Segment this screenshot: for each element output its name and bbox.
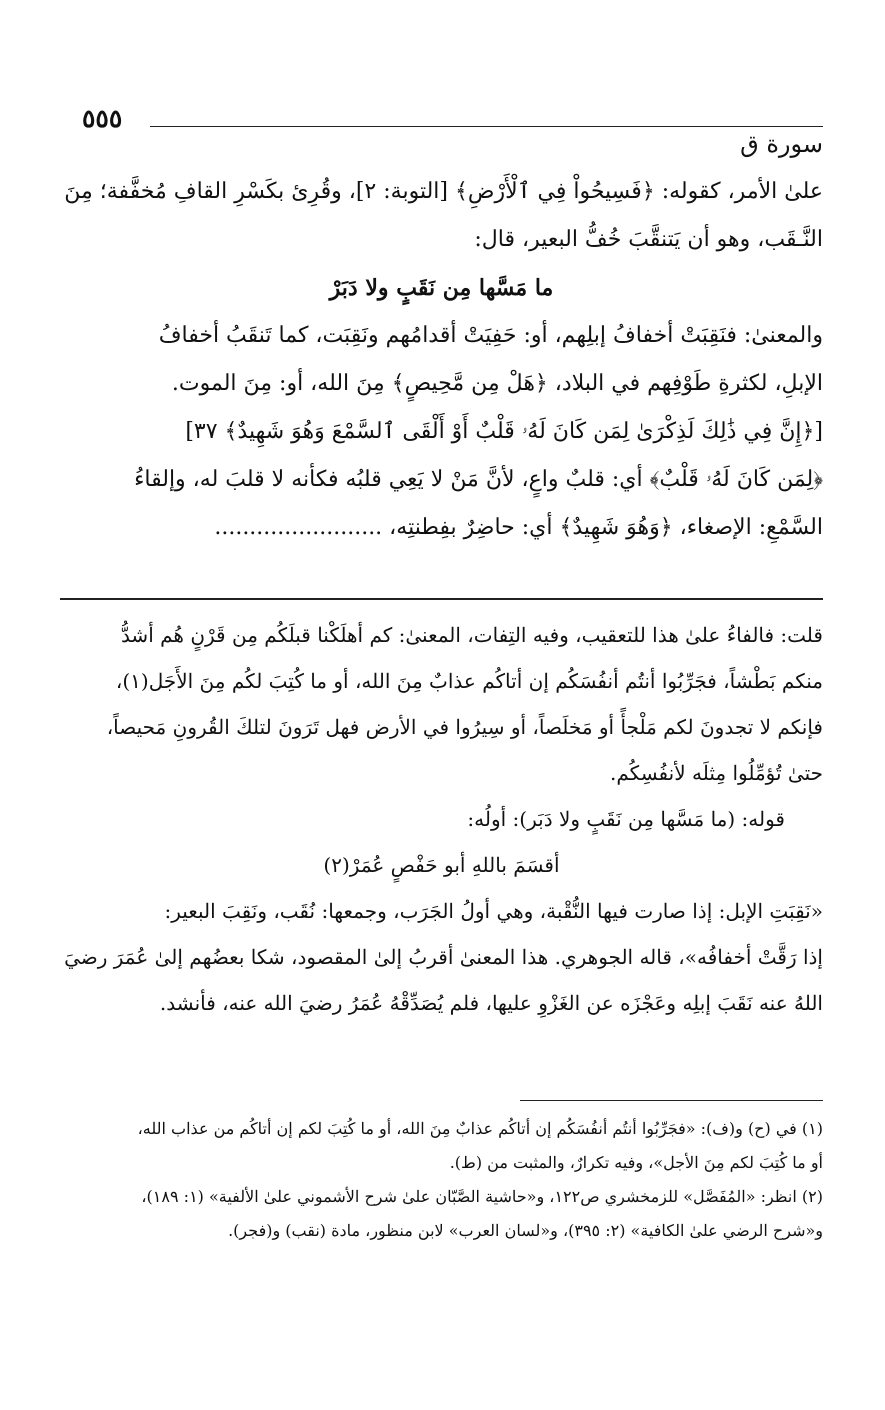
footnote-1: (١) في (ح) و(ف): «فجَرِّبُوا أنتُم أنفُسَكُم إن أتاكُم عذابٌ مِنَ الله، أو ما كُتِبَ لكم إن أتاكُم من عذاب الله،: [137, 1119, 823, 1138]
commentary-line: اللهُ عنه نَقَبَ إبلِه وعَجْزَه عن الغَزْوِ عليها، فلم يُصَدِّقْهُ عُمَرُ رضيَ الله عنه، فأنشد.: [159, 991, 823, 1015]
main-text: [60, 168, 823, 552]
main-line: والمعنىٰ: فنَقِبَتْ أخفافُ إبلِهم، أو: حَفِيَتْ أقدامُهم ونَقِبَت، كما تَنقَبُ أخفافُ: [158, 323, 823, 348]
main-line: السَّمْعِ: الإصغاء، ﴿وَهُوَ شَهِيدٌ﴾ أي: حاضِرٌ بفِطنتِه، ........................: [214, 515, 823, 540]
commentary-line: قلت: فالفاءُ علىٰ هذا للتعقيب، وفيه التِفات، المعنىٰ: كم أهلَكْنا قبلَكُم مِن قَرْنٍ هُم أشدُّ: [120, 623, 823, 647]
commentary-line: فإنكم لا تجدونَ لكم مَلْجأً أو مَخلَصاً، أو سِيرُوا في الأرض فهل تَرَونَ لتلكَ القُرونِ مَحيصاً،: [106, 715, 823, 739]
page-number: ٥٥٥: [82, 104, 123, 133]
poetry-verse: أقسَمَ باللهِ أبو حَفْصٍ عُمَرْ(٢): [323, 853, 560, 877]
commentary-line: إذا رَقَّتْ أخفافُه»، قاله الجوهري. هذا المعنىٰ أقربُ إلىٰ المقصود، شكا بعضُهم إلىٰ عُمَرَ رضيَ: [64, 945, 823, 969]
footnote-separator: [520, 1100, 823, 1101]
commentary-line: حتىٰ تُؤمِّلُوا مِثلَه لأنفُسِكُم.: [610, 761, 823, 785]
page-header: [82, 104, 823, 132]
poetry-verse: ما مَسَّها مِن نَقَبٍ ولا دَبَرْ: [329, 275, 554, 301]
main-line: الإبلِ، لكثرةِ طَوْفِهم في البلاد، ﴿هَلْ مِن مَّحِيصٍ﴾ مِنَ الله، أو: مِنَ الموت.: [171, 371, 823, 396]
footnote-1-cont: أو ما كُتِبَ لكم مِنَ الأجل»، وفيه تكرارٌ، والمثبت من (ط).: [449, 1153, 823, 1172]
commentary-line: منكم بَطْشاً، فجَرِّبُوا أنتُم أنفُسَكُم إن أتاكُم عذابٌ مِنَ الله، أو ما كُتِبَ لكُم مِنَ الأَجَل(١)،: [115, 669, 823, 693]
commentary-line: «نَقِبَتِ الإبل: إذا صارت فيها النُّقْبة، وهي أولُ الجَرَب، وجمعها: نُقَب، ونَقِبَ البعير:: [164, 899, 823, 923]
quran-verse-line: [﴿إِنَّ فِي ذَٰلِكَ لَذِكْرَىٰ لِمَن كَانَ لَهُۥ قَلْبٌ أَوْ أَلْقَى ٱلسَّمْعَ وَهُوَ شَهِيدٌ﴾ ٣٧]: [185, 419, 823, 444]
footnote-2: (٢) انظر: «المُفَصَّل» للزمخشري ص١٢٢، و«حاشية الصَّبّان علىٰ شرح الأشموني علىٰ الألفية» (١: ١٨٩)،: [141, 1187, 823, 1206]
footnote-2-cont: و«شرح الرضي علىٰ الكافية» (٢: ٣٩٥)، و«لسان العرب» لابن منظور، مادة (نقب) و(فجر).: [228, 1221, 823, 1240]
commentary-text: [60, 612, 823, 1026]
footnotes: [60, 1112, 823, 1248]
main-line: علىٰ الأمر، كقوله: ﴿فَسِيحُواْ فِي ٱلْأَرْضِ﴾ [التوبة: ٢]، وقُرِئ بكَسْرِ القافِ مُخفَّفة؛ مِنَ: [64, 179, 823, 204]
commentary-line: قوله: (ما مَسَّها مِن نَقَبٍ ولا دَبَر): أولُه:: [467, 807, 785, 831]
header-rule: [150, 126, 823, 127]
surah-title: سورة ق: [740, 130, 823, 158]
main-line: ﴿لِمَن كَانَ لَهُۥ قَلْبٌ﴾ أي: قلبٌ واعٍ، لأنَّ مَنْ لا يَعِي قلبُه فكأنه لا قلبَ له، وإلقاءُ: [134, 467, 823, 492]
main-line: النَّـقَب، وهو أن يَتنقَّبَ خُفُّ البعير، قال:: [474, 227, 823, 252]
main-separator: [60, 598, 823, 600]
